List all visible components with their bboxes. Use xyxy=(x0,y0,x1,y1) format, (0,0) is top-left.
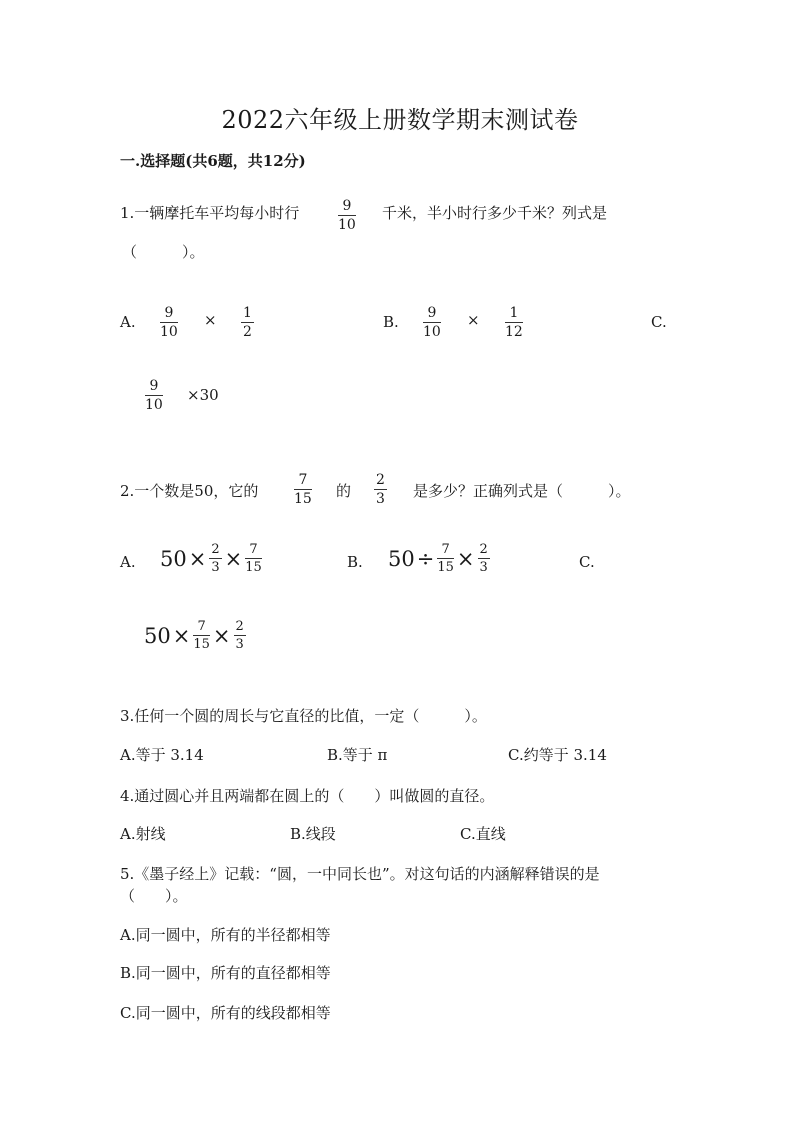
q4-text: 4.通过圆心并且两端都在圆上的（ ）叫做圆的直径。 xyxy=(120,787,495,805)
fraction xyxy=(234,620,246,651)
denominator: 15 xyxy=(294,491,312,507)
operator: × xyxy=(172,623,191,648)
numerator: 2 xyxy=(211,542,220,557)
q5-option-a: A.同一圆中，所有的半径都相等 xyxy=(120,926,331,944)
q3-option-a: A.等于 3.14 xyxy=(120,746,204,764)
denominator: 3 xyxy=(479,560,488,575)
operator: × xyxy=(188,546,207,571)
q2-option-a-label: A. xyxy=(120,553,136,571)
q2-fraction-1 xyxy=(294,473,312,506)
number: 50 xyxy=(160,546,187,571)
numerator: 1 xyxy=(243,305,252,321)
q1-option-b-operator: × xyxy=(467,311,480,329)
denominator: 2 xyxy=(243,324,252,340)
denominator: 3 xyxy=(211,560,220,575)
q1-option-c-fraction xyxy=(145,379,163,412)
operator: × xyxy=(456,546,475,571)
q1-blank: （ ）。 xyxy=(122,243,205,261)
q5-option-b: B.同一圆中，所有的直径都相等 xyxy=(120,964,331,982)
denominator: 10 xyxy=(160,324,178,340)
numerator: 9 xyxy=(164,305,174,321)
q4-option-c: C.直线 xyxy=(460,825,506,843)
q3-option-c: C.约等于 3.14 xyxy=(508,746,607,764)
fraction xyxy=(437,543,454,574)
numerator: 7 xyxy=(249,542,258,557)
number: 50 xyxy=(388,546,415,571)
numerator: 9 xyxy=(427,305,437,321)
q5-option-c: C.同一圆中，所有的线段都相等 xyxy=(120,1004,331,1022)
q2-middle-text: 的 xyxy=(336,482,352,500)
numerator: 7 xyxy=(197,619,206,634)
operator: × xyxy=(212,623,231,648)
numerator: 2 xyxy=(376,472,385,488)
q2-option-b-expression xyxy=(388,543,491,574)
operator: ÷ xyxy=(416,546,435,571)
number: 50 xyxy=(144,623,171,648)
q1-option-a-label: A. xyxy=(120,313,136,331)
denominator: 10 xyxy=(145,397,163,413)
denominator: 10 xyxy=(423,324,441,340)
q1-option-c-label: C. xyxy=(651,313,667,331)
numerator: 7 xyxy=(298,472,308,488)
q1-option-a-fraction-2 xyxy=(241,306,254,339)
q1-option-c-tail: ×30 xyxy=(187,386,219,404)
section-heading: 一.选择题(共6题，共12分) xyxy=(120,152,306,170)
numerator: 1 xyxy=(509,305,519,321)
denominator: 12 xyxy=(505,324,523,340)
q1-option-b-fraction-1 xyxy=(423,306,441,339)
denominator: 3 xyxy=(235,637,244,652)
operator: × xyxy=(224,546,243,571)
q1-suffix: 千米，半小时行多少千米？列式是 xyxy=(382,204,608,222)
fraction xyxy=(209,543,221,574)
q3-text: 3.任何一个圆的周长与它直径的比值，一定（ ）。 xyxy=(120,707,487,725)
q2-option-c-label: C. xyxy=(579,553,595,571)
q4-option-b: B.线段 xyxy=(290,825,336,843)
fraction xyxy=(193,620,210,651)
denominator: 15 xyxy=(437,560,454,575)
numerator: 2 xyxy=(479,542,488,557)
numerator: 2 xyxy=(235,619,244,634)
q5-text: 5.《墨子经上》记载：“圆，一中同长也”。对这句话的内涵解释错误的是 xyxy=(120,865,600,883)
q2-prefix: 2.一个数是50，它的 xyxy=(120,482,259,500)
q1-option-b-fraction-2 xyxy=(505,306,523,339)
numerator: 9 xyxy=(149,378,159,394)
q2-option-b-label: B. xyxy=(347,553,363,571)
q1-option-a-operator: × xyxy=(204,311,217,329)
q1-prefix: 1.一辆摩托车平均每小时行 xyxy=(120,204,300,222)
q2-option-c-expression xyxy=(144,620,247,651)
q3-option-b: B.等于 π xyxy=(327,746,388,764)
q1-option-a-fraction-1 xyxy=(160,306,178,339)
fraction xyxy=(245,543,262,574)
q5-blank: （ ）。 xyxy=(120,887,188,905)
denominator: 15 xyxy=(245,560,262,575)
q1-fraction-numerator: 9 xyxy=(342,198,352,214)
q2-fraction-2 xyxy=(374,473,387,506)
denominator: 3 xyxy=(376,491,385,507)
q2-option-a-expression xyxy=(160,543,263,574)
q1-option-b-label: B. xyxy=(383,313,399,331)
q1-fraction xyxy=(338,199,356,232)
numerator: 7 xyxy=(441,542,450,557)
q4-option-a: A.射线 xyxy=(120,825,166,843)
q2-suffix: 是多少？正确列式是（ ）。 xyxy=(413,482,631,500)
q1-fraction-denominator: 10 xyxy=(338,217,356,233)
page-title: 2022六年级上册数学期末测试卷 xyxy=(221,106,579,134)
denominator: 15 xyxy=(193,637,210,652)
fraction xyxy=(478,543,490,574)
